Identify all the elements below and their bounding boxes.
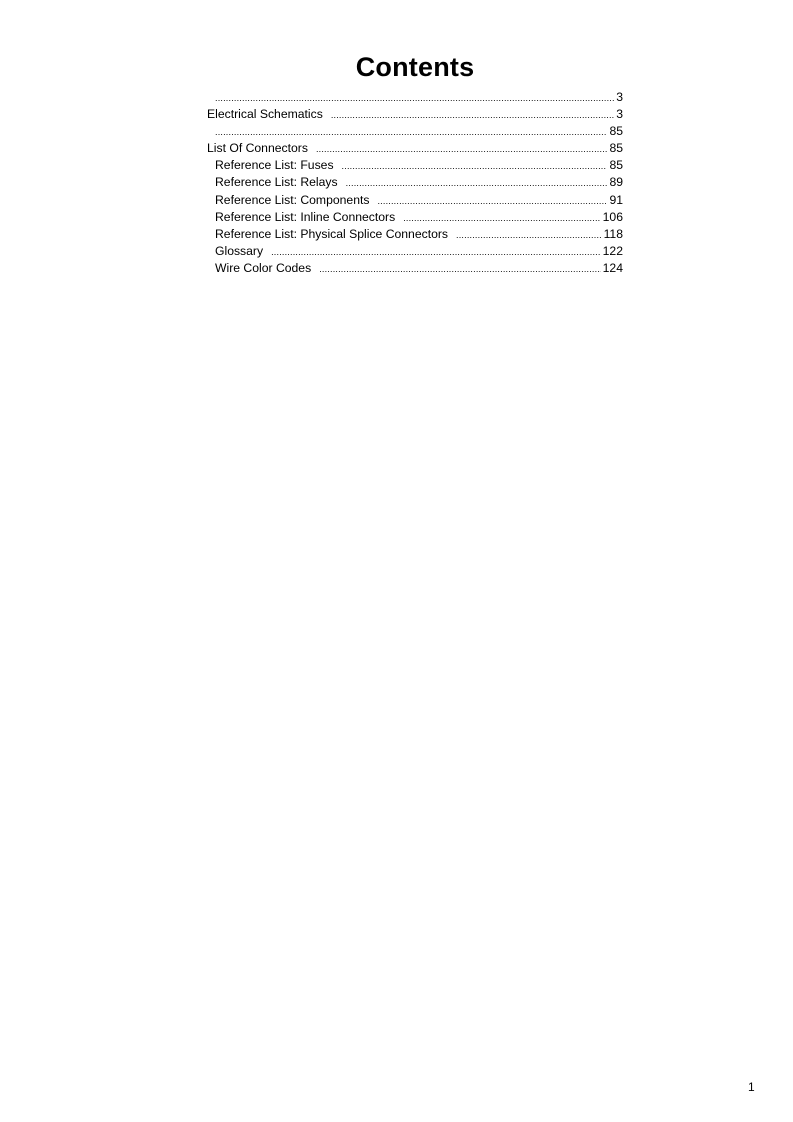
dot-leader <box>215 124 607 141</box>
toc-entry-reference-list-relays[interactable] <box>207 174 623 191</box>
toc-entry-reference-list-physical-splice-connectors[interactable] <box>207 226 623 243</box>
toc-entry-page: 85 <box>609 141 623 156</box>
dot-leader <box>456 227 602 244</box>
toc-entry-page: 85 <box>609 124 623 139</box>
toc-entry-label: Wire Color Codes <box>215 260 312 275</box>
toc-entry-electrical-schematics[interactable] <box>207 106 623 123</box>
toc-entry-label: Electrical Schematics <box>207 107 323 122</box>
toc-entry-page: 124 <box>602 260 623 275</box>
dot-leader <box>403 210 600 227</box>
toc-entry-page: 89 <box>609 175 623 190</box>
dot-leader <box>342 158 608 175</box>
toc-entry-page: 106 <box>602 209 623 224</box>
toc-entry-label: Reference List: Components <box>215 192 370 207</box>
dot-leader <box>319 261 600 278</box>
dot-leader <box>331 107 614 124</box>
dot-leader <box>215 90 614 107</box>
dot-leader <box>271 244 601 261</box>
toc-entry-page: 3 <box>616 90 623 104</box>
toc-entry-page: 122 <box>602 243 623 258</box>
toc-entry-untitled-1[interactable] <box>207 89 623 106</box>
toc-entry-list-of-connectors[interactable] <box>207 140 623 157</box>
dot-leader <box>316 141 608 158</box>
toc-entry-page: 3 <box>616 107 623 122</box>
table-of-contents <box>207 89 623 277</box>
toc-entry-label: Reference List: Fuses <box>215 158 334 173</box>
toc-entry-label: Reference List: Relays <box>215 175 338 190</box>
toc-entry-glossary[interactable] <box>207 243 623 260</box>
toc-entry-reference-list-inline-connectors[interactable] <box>207 209 623 226</box>
toc-entry-untitled-2[interactable] <box>207 123 623 140</box>
dot-leader <box>346 175 608 192</box>
toc-entry-page: 118 <box>603 226 623 241</box>
toc-entry-page: 91 <box>609 192 623 207</box>
dot-leader <box>377 193 607 210</box>
page-number: 1 <box>748 1080 755 1094</box>
toc-entry-label: Glossary <box>215 243 264 258</box>
toc-entry-reference-list-components[interactable] <box>207 192 623 209</box>
toc-entry-page: 85 <box>609 158 623 173</box>
toc-entry-wire-color-codes[interactable] <box>207 260 623 277</box>
page-title: Contents <box>355 52 475 82</box>
toc-entry-label: Reference List: Physical Splice Connectors <box>215 226 449 241</box>
toc-entry-reference-list-fuses[interactable] <box>207 157 623 174</box>
toc-entry-label: Reference List: Inline Connectors <box>215 209 396 224</box>
toc-entry-label: List Of Connectors <box>207 141 308 156</box>
